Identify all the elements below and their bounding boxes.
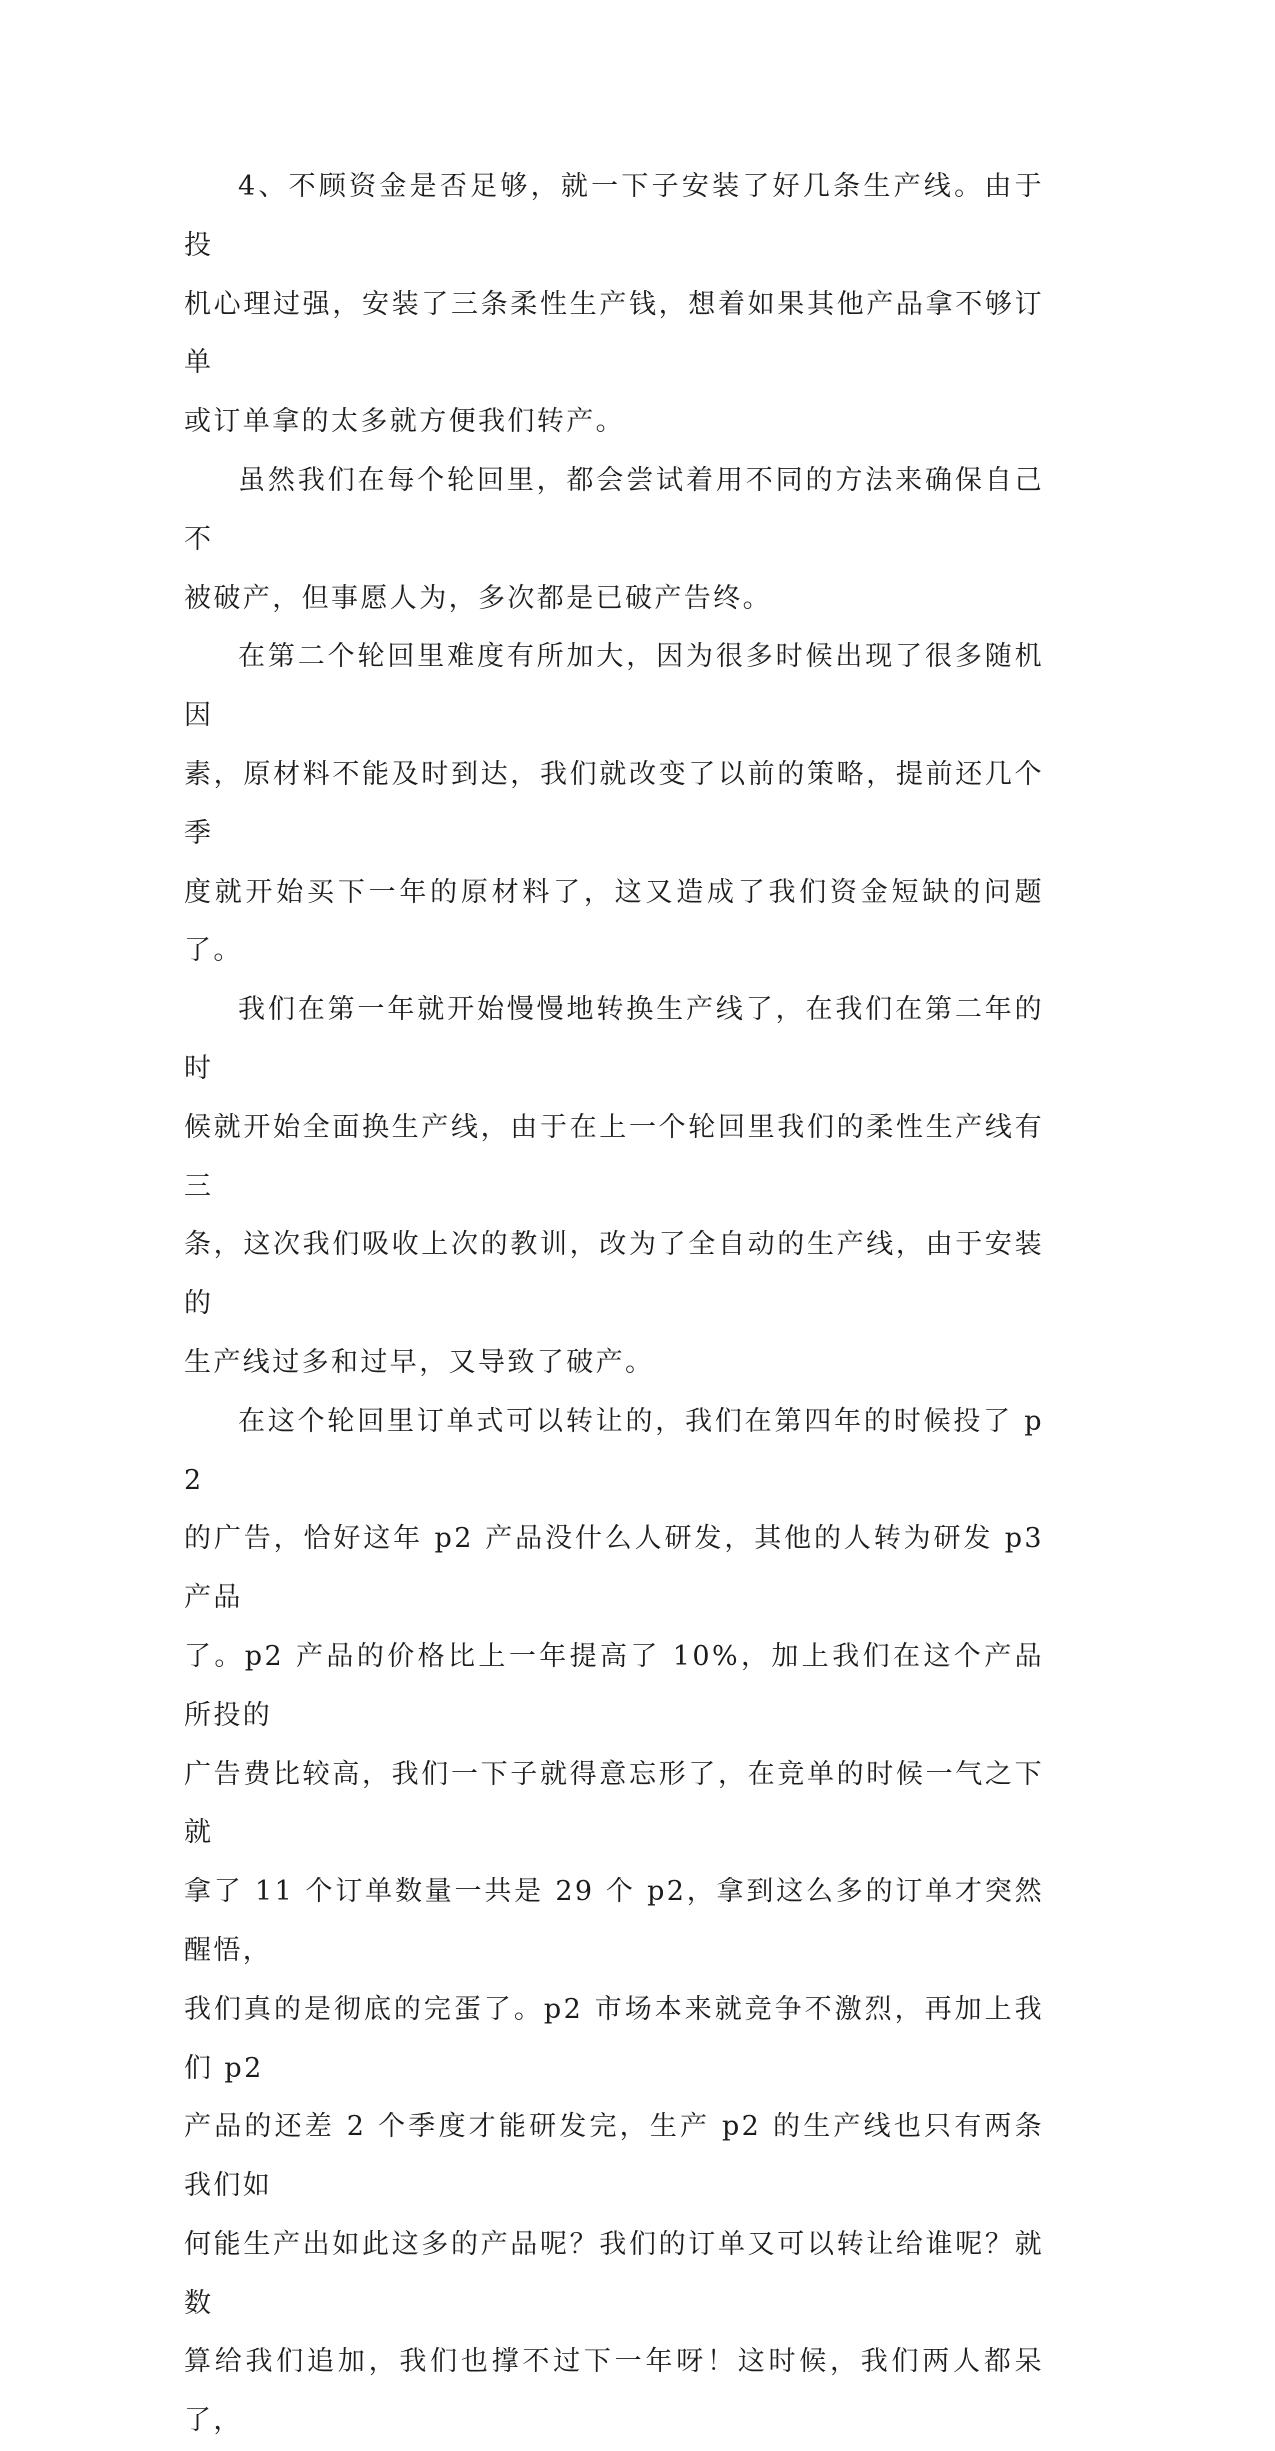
document-body xyxy=(184,158,1044,2451)
paragraph-2: 虽然我们在每个轮回里，都会尝试着用不同的方法来确保自己不 被破产，但事愿人为，多次都是已破产告终。 xyxy=(184,464,1044,614)
paragraph-1: 4、不顾资金是否足够，就一下子安装了好几条生产线。由于投 机心理过强，安装了三条柔性生产钱，想着如果其他产品拿不够订单 或订单拿的太多就方便我们转产。 xyxy=(184,171,1044,438)
paragraph-5: 在这个轮回里订单式可以转让的，我们在第四年的时候投了 p2 的广告，恰好这年 p2 产品没什么人研发，其他的人转为研发 p3 产品 了。p2 产品的价格比上一年提高了 10%，加上我们在这个产品所投的 广告费比较高，我们一下子就得意忘形了，在竞单的时候一气之下就 拿了 11 个订单数量一共是 29 个 p2，拿到这么多的订单才突然醒悟， 我们真的是彻底的完蛋了。p2 市场本来就竞争不激烈，再加上我们 p2 产品的还差 2 个季度才能研发完，生产 p2 的生产线也只有两条我们如 何能生产出如此这多的产品呢？我们的订单又可以转让给谁呢？就数 算给我们追加，我们也撑不过下一年呀！这时候，我们两人都呆了， xyxy=(184,1405,1044,2437)
paragraph-3: 在第二个轮回里难度有所加大，因为很多时候出现了很多随机因 素，原材料不能及时到达，我们就改变了以前的策略，提前还几个季 度就开始买下一年的原材料了，这又造成了我们资金短缺的问题了。 xyxy=(184,641,1044,967)
paragraph-4: 我们在第一年就开始慢慢地转换生产线了，在我们在第二年的时 候就开始全面换生产线，由于在上一个轮回里我们的柔性生产线有三 条，这次我们吸收上次的教训，改为了全自动的生产线，由于安装的 生产线过多和过早，又导致了破产。 xyxy=(184,994,1044,1378)
